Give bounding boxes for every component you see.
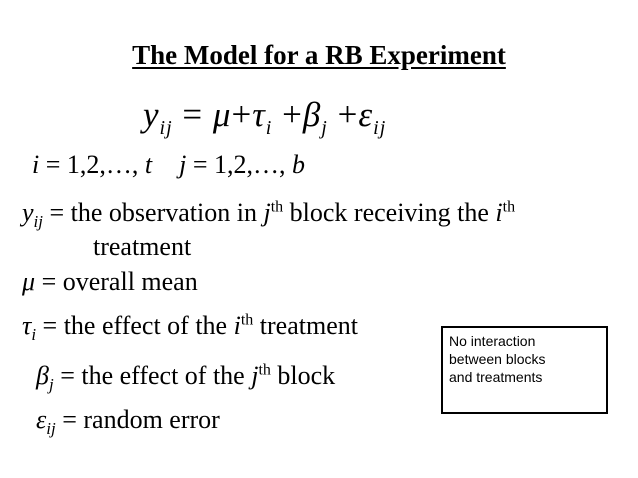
- def-beta-text-1: = the effect of the: [53, 361, 252, 390]
- no-interaction-callout: No interaction between blocks and treatments: [441, 326, 608, 414]
- index-i-range: = 1,2,…,: [39, 150, 145, 179]
- eq-plus-2: +: [282, 95, 303, 134]
- def-y-symbol: y: [22, 198, 34, 227]
- def-tau-symbol: τ: [22, 311, 32, 340]
- def-beta-symbol: β: [36, 361, 49, 390]
- eq-equals: =: [182, 95, 204, 134]
- eq-plus-1: +: [231, 95, 253, 134]
- index-ranges: [32, 150, 305, 180]
- eq-epsilon: ε: [358, 95, 374, 134]
- slide-title: The Model for a RB Experiment: [132, 40, 506, 70]
- index-t: t: [144, 150, 153, 179]
- def-tau-i: i: [233, 311, 241, 340]
- def-beta-j: j: [251, 361, 259, 390]
- definition-beta: [36, 361, 336, 395]
- definition-y: [22, 198, 516, 232]
- definition-mu: [22, 267, 198, 297]
- def-eps-symbol: ε: [36, 405, 47, 434]
- def-eps-sub: ij: [46, 419, 56, 439]
- def-y-th-2: th: [502, 198, 516, 216]
- definition-tau: [22, 311, 358, 345]
- eq-y: y: [143, 95, 160, 134]
- def-mu-text: = overall mean: [35, 267, 198, 296]
- index-j-range: = 1,2,…,: [186, 150, 293, 179]
- index-b: b: [292, 150, 306, 179]
- eq-mu: μ: [212, 95, 232, 134]
- eq-beta-sub: j: [321, 117, 328, 139]
- index-i: i: [32, 150, 40, 179]
- def-y-text-2: block receiving the: [283, 198, 496, 227]
- def-beta-sub: j: [48, 375, 54, 395]
- def-eps-text: = random error: [55, 405, 220, 434]
- def-y-sub: ij: [33, 212, 43, 232]
- eq-y-sub: ij: [159, 117, 173, 139]
- def-tau-sub: i: [31, 325, 37, 345]
- def-tau-th: th: [240, 311, 254, 329]
- eq-beta: β: [302, 95, 322, 134]
- eq-plus-3: +: [337, 95, 359, 134]
- definition-epsilon: [36, 405, 220, 439]
- model-equation: [143, 95, 387, 139]
- index-j: j: [179, 150, 187, 179]
- definition-y-continuation: treatment: [93, 232, 192, 261]
- def-y-text-1: = the observation in: [43, 198, 264, 227]
- def-beta-text-2: block: [270, 361, 336, 390]
- def-y-i: i: [495, 198, 503, 227]
- def-beta-th: th: [258, 361, 271, 379]
- def-tau-text-2: treatment: [253, 311, 358, 340]
- eq-tau-sub: i: [265, 117, 273, 139]
- eq-epsilon-sub: ij: [373, 117, 387, 139]
- def-y-th-1: th: [270, 198, 284, 216]
- def-mu-symbol: μ: [22, 267, 36, 296]
- eq-tau: τ: [252, 95, 266, 134]
- def-y-j: j: [263, 198, 271, 227]
- def-tau-text-1: = the effect of the: [36, 311, 234, 340]
